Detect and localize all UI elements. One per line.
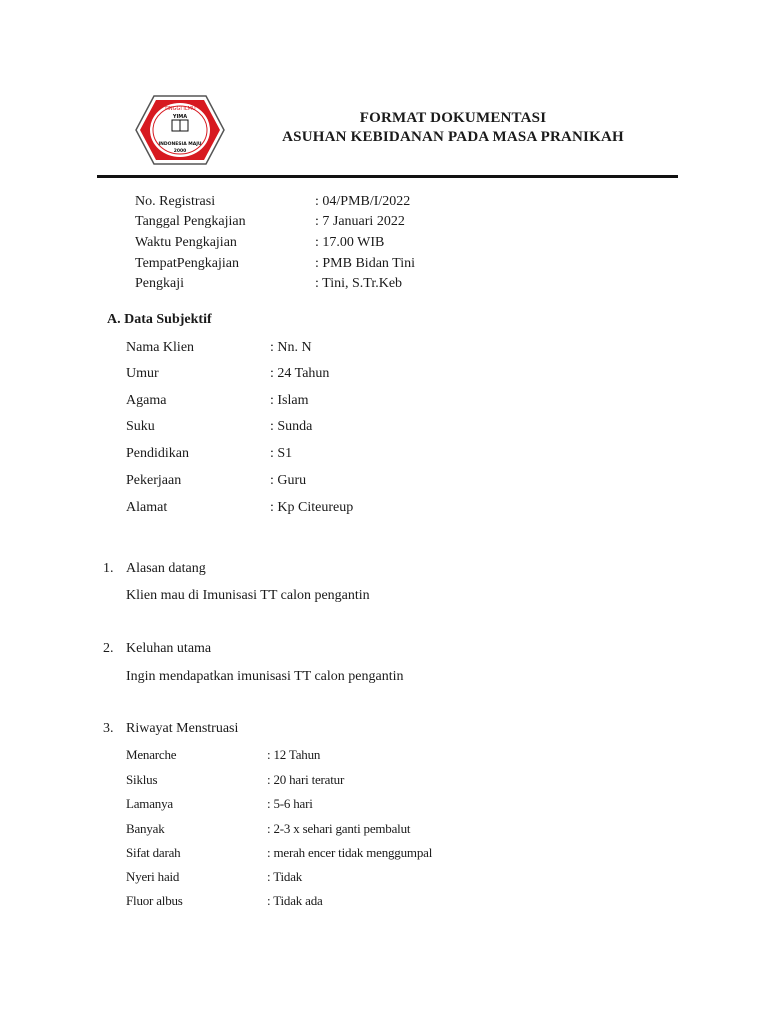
subjective-value: : Nn. N xyxy=(270,340,312,355)
item-heading: Keluhan utama xyxy=(126,641,212,656)
item-text: Ingin mendapatkan imunisasi TT calon pengantin xyxy=(126,669,404,684)
menstruation-value: : 5-6 hari xyxy=(267,796,313,811)
item-heading: Riwayat Menstruasi xyxy=(126,721,239,736)
menstruation-value: : 2-3 x sehari ganti pembalut xyxy=(267,821,411,836)
subjective-value: : S1 xyxy=(270,446,293,461)
subjective-label: Nama Klien xyxy=(126,340,195,355)
logo-text-top: TINGGI ILMU xyxy=(164,106,196,112)
subjective-value: : Kp Citeureup xyxy=(270,500,354,515)
section-a-heading: A. Data Subjektif xyxy=(107,312,212,327)
menstruation-label: Sifat darah xyxy=(126,845,181,860)
menstruation-value: : 12 Tahun xyxy=(267,747,321,762)
reg-label: Waktu Pengkajian xyxy=(135,235,237,250)
reg-value: : 17.00 WIB xyxy=(315,235,385,250)
header-divider xyxy=(97,175,678,178)
menstruation-value: : Tidak xyxy=(267,869,303,884)
menstruation-label: Siklus xyxy=(126,772,158,787)
menstruation-label: Lamanya xyxy=(126,796,173,811)
subjective-label: Agama xyxy=(126,393,167,408)
menstruation-label: Menarche xyxy=(126,747,177,762)
menstruation-label: Banyak xyxy=(126,821,165,836)
menstruation-value: : Tidak ada xyxy=(267,893,323,908)
subjective-value: : 24 Tahun xyxy=(270,366,330,381)
reg-label: Tanggal Pengkajian xyxy=(135,214,246,229)
item-number: 3. xyxy=(103,721,114,736)
item-text: Klien mau di Imunisasi TT calon pengantin xyxy=(126,588,370,603)
item-number: 2. xyxy=(103,641,114,656)
reg-value: : 04/PMB/I/2022 xyxy=(315,194,411,209)
reg-label: Pengkaji xyxy=(135,276,184,291)
reg-value: : Tini, S.Tr.Keb xyxy=(315,276,403,291)
logo-text-country: INDONESIA MAJU xyxy=(158,142,202,147)
menstruation-value: : 20 hari teratur xyxy=(267,772,345,787)
menstruation-label: Fluor albus xyxy=(126,893,183,908)
menstruation-label: Nyeri haid xyxy=(126,869,180,884)
document-title-line2: ASUHAN KEBIDANAN PADA MASA PRANIKAH xyxy=(282,129,624,145)
reg-label: No. Registrasi xyxy=(135,194,216,209)
subjective-label: Alamat xyxy=(126,500,168,515)
reg-value: : PMB Bidan Tini xyxy=(315,256,415,271)
subjective-value: : Islam xyxy=(270,393,309,408)
logo-text-year: 2000 xyxy=(173,149,187,154)
logo-text-mid: YIMA xyxy=(172,114,188,120)
subjective-value: : Guru xyxy=(270,473,307,488)
reg-label: TempatPengkajian xyxy=(135,256,239,271)
item-heading: Alasan datang xyxy=(126,561,206,576)
item-number: 1. xyxy=(103,561,114,576)
subjective-label: Pendidikan xyxy=(126,446,189,461)
menstruation-value: : merah encer tidak menggumpal xyxy=(267,845,433,860)
institution-logo xyxy=(134,94,226,166)
subjective-label: Suku xyxy=(126,419,155,434)
subjective-label: Pekerjaan xyxy=(126,473,182,488)
subjective-label: Umur xyxy=(126,366,159,381)
document-title-line1: FORMAT DOKUMENTASI xyxy=(359,110,547,126)
subjective-value: : Sunda xyxy=(270,419,313,434)
reg-value: : 7 Januari 2022 xyxy=(315,214,405,229)
